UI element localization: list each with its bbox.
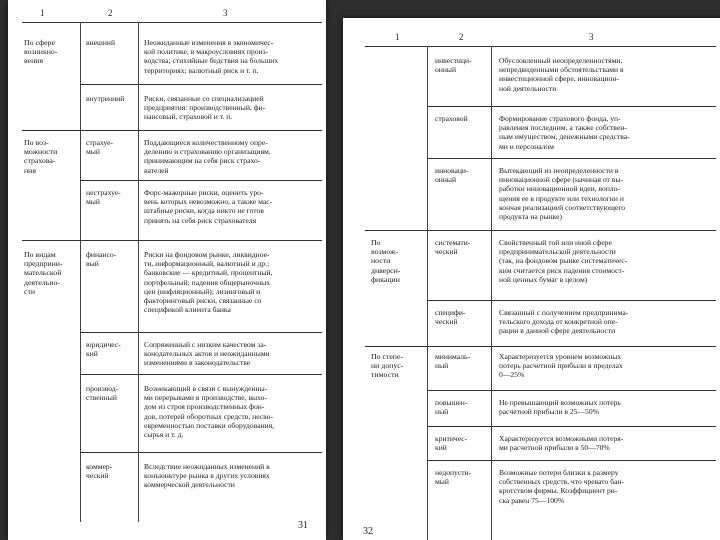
table-cell: нестрахуе- мый <box>86 188 121 207</box>
table-cell: Вследствие неожиданных изменений в конъюнктуре рынка в других условиях коммерческой деятельности <box>144 462 270 490</box>
header-col3: 3 <box>223 8 228 18</box>
table-cell: Характеризуется возможными потеря- ми расчетной прибыли в 50—70% <box>499 434 624 453</box>
col-divider <box>138 22 139 522</box>
header-col2: 2 <box>108 8 113 18</box>
row-rule <box>427 158 716 159</box>
table-cell: Связанный с получением предпринима- тельского дохода от конкретной опе- рации в данной сфере деятельности <box>499 308 629 336</box>
table-cell: системати- ческий <box>435 238 471 257</box>
table-cell: минималь- ный <box>435 352 470 371</box>
table-cell: внутренний <box>86 94 125 103</box>
header-rule <box>22 22 322 23</box>
col-divider <box>80 22 81 522</box>
table-cell: внешний <box>86 38 116 47</box>
table-cell: По возмож- ности диверси- фикации <box>371 238 401 284</box>
col-divider <box>491 46 492 540</box>
row-rule <box>427 106 716 107</box>
table-cell: Вытекающий из неопределенности в инновационной сфере (начиная от вы- работки инновационной идеи, вопло- щения ее в продукте или технологии и кончая реализацией соответствующего продукта на рынке) <box>499 166 626 222</box>
table-cell: Поддающиеся количественному опре- делению и страхованию организациям, принимающим на себя риск страхо- вателей <box>144 138 271 175</box>
table-cell: Формирование страхового фонда, уп- равления последним, а также собствен- ным имуществом, денежными средства- ми и персоналом <box>499 114 630 151</box>
table-cell: коммер- ческий <box>86 462 113 481</box>
table-cell: По воз- можности страхова- ния <box>24 138 58 175</box>
row-rule <box>427 390 716 391</box>
row-rule <box>22 130 322 131</box>
page-number: 31 <box>298 520 308 531</box>
table-cell: повышен- ный <box>435 398 468 417</box>
table-cell: Возникающий в связи с вынужденны- ми перерывами в производстве, выхо- дом из строя производственных фон- дов, потерей оборотных средств, несво- евременностью поставки оборудования, сырья и т. д. <box>144 384 275 440</box>
table-cell: По видам предприни- мательской деятельно- сти <box>24 250 63 296</box>
row-rule <box>427 300 716 301</box>
page-number: 32 <box>363 526 373 537</box>
table-cell: Свойственный той или иной сфере предпринимательской деятельности (так, на фондовом рынке систематичес- ким считается риск падения стоимост- ной ценных бумаг в целом) <box>499 238 628 284</box>
table-cell: юридичес- кий <box>86 340 121 359</box>
table-cell: Неожиданные изменения в экономичес- кой политике, в макроусловиях произ- водства; стихийные бедствия на больших территориях; валютный риск и т. п. <box>144 38 279 75</box>
left-page <box>8 0 326 540</box>
table-cell: финансо- вый <box>86 250 117 269</box>
row-rule <box>80 374 322 375</box>
table-cell: Риски на фондовом рынке, ликвидное- ти, информационный, валютный и др.; банковские — кредитный, процентный, портфельный; падения общерыночных цен (инфляционный); лизинговый и факторинговый риски, связанные со спецификой клиента банка <box>144 250 273 315</box>
row-rule <box>427 460 716 461</box>
col-divider <box>427 46 428 540</box>
header-col1: 1 <box>40 8 45 18</box>
table-cell: Обусловленный неопределенностями, непредвиденными обстоятельствами в инвестиционной сфере, инновацион- ной деятельности <box>499 56 624 93</box>
row-rule <box>427 426 716 427</box>
header-col2: 2 <box>459 32 464 42</box>
table-cell: Возможные потери близки к размеру собственных средств, что чревато бан- кротством фирмы. Коэффициент ри- ска равен 75—100% <box>499 468 625 505</box>
row-rule <box>80 452 322 453</box>
header-col3: 3 <box>589 32 594 42</box>
row-rule <box>22 240 322 241</box>
row-rule <box>80 332 322 333</box>
table-cell: По сфере возникно- вения <box>24 38 58 66</box>
row-rule <box>365 346 716 347</box>
header-rule <box>365 46 716 47</box>
table-cell: производ- ственный <box>86 384 119 403</box>
table-cell: критичес- кий <box>435 434 468 453</box>
table-cell: Сопряженный с низким качеством за- конодательных актов и неожиданными изменениями в законодательстве <box>144 340 270 368</box>
table-cell: страхуе- мый <box>86 138 114 157</box>
table-cell: Форс-мажорные риски, оценить уро- вень которых невозможно, а также мас- штабные риски, когда никто не готов принять на себя риск страхователя <box>144 188 273 225</box>
table-cell: страховой <box>435 114 468 123</box>
header-col1: 1 <box>395 32 400 42</box>
table-cell: Характеризуется уровнем возможных потерь расчетной прибыли в пределах 0—25% <box>499 352 623 380</box>
table-cell: инноваци- онный <box>435 166 469 185</box>
table-cell: специфи- ческий <box>435 308 466 327</box>
row-rule <box>80 180 322 181</box>
table-cell: Не превышающий возможных потерь расчетной прибыли в 25—50% <box>499 398 621 417</box>
table-cell: По степе- ни допус- тимости <box>371 352 404 380</box>
table-cell: недопусти- мый <box>435 468 472 487</box>
row-rule <box>365 230 716 231</box>
row-rule <box>80 84 322 85</box>
table-cell: инвестици- онный <box>435 56 472 75</box>
table-cell: Риски, связанные со специализацией предприятия: производственный, фи- нансовый, страховой и т. п. <box>144 94 266 122</box>
right-page <box>343 18 720 540</box>
